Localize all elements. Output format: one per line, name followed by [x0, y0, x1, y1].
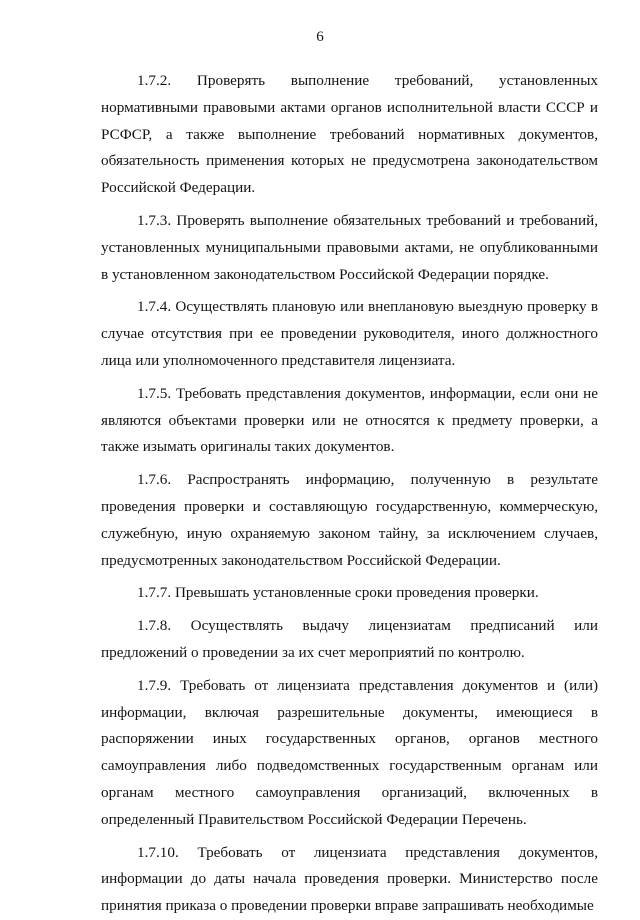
paragraph-1-7-5: 1.7.5. Требовать представления документов, информации, если они не являются объектами проверки или не относятся к предмету проверки, а также изымать оригиналы таких документов. [101, 384, 598, 456]
paragraph-1-7-3: 1.7.3. Проверять выполнение обязательных требований и требований, установленных муниципальными правовыми актами, не опубликованными в установленном законодательством Российской Федерации порядке. [101, 211, 598, 283]
paragraph-1-7-4: 1.7.4. Осуществлять плановую или внеплановую выездную проверку в случае отсутствия при ее проведении руководителя, иного должностного лица или уполномоченного представителя лицензиата. [101, 298, 598, 369]
paragraph-1-7-8: 1.7.8. Осуществлять выдачу лицензиатам предписаний или предложений о проведении за их счет мероприятий по контролю. [101, 617, 598, 661]
paragraph-1-7-2: 1.7.2. Проверять выполнение требований, установленных нормативными правовыми актами органов исполнительной власти СССР и РСФСР, а также выполнение требований нормативных документов, обязательность применения которых не предусмотрена законодательством Российской Федерации. [101, 72, 598, 197]
paragraph-1-7-6: 1.7.6. Распространять информацию, полученную в результате проведения проверки и составляющую государственную, коммерческую, служебную, иную охраняемую законом тайну, за исключением случаев, предусмотренных законодательством Российской Федерации. [101, 471, 598, 569]
paragraph-1-7-7: 1.7.7. Превышать установленные сроки проведения проверки. [137, 584, 539, 602]
page-number: 6 [316, 29, 324, 45]
document-body [101, 68, 598, 920]
paragraph-1-7-9: 1.7.9. Требовать от лицензиата представления документов и (или) информации, включая разрешительные документы, имеющиеся в распоряжении иных государственных органов, органов местного самоуправления либо подведомственных государственным органам или органам местного самоуправления организаций, включенных в определенный Правительством Российской Федерации Перечень. [101, 676, 598, 828]
paragraph-1-7-10: 1.7.10. Требовать от лицензиата представления документов, информации до даты начала проведения проверки. Министерство после принятия приказа о проведении проверки вправе запрашивать необходимые [101, 843, 598, 915]
